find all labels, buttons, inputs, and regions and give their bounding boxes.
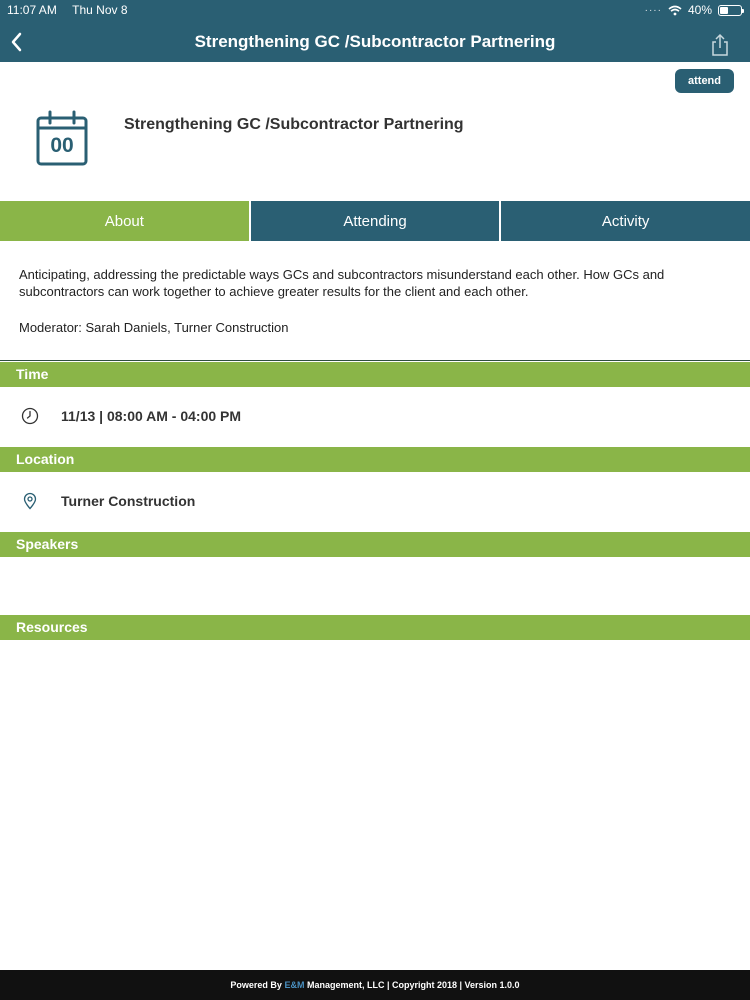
moderator-text: Moderator: Sarah Daniels, Turner Construction [19, 320, 289, 335]
status-bar-right [645, 3, 742, 17]
tab-attending[interactable]: Attending [249, 201, 500, 241]
event-description: Anticipating, addressing the predictable ways GCs and subcontractors misunderstand each other. How GCs and subcontractors can work together to achieve greater results for the client and each other. [19, 267, 665, 299]
time-value: 11/13 | 08:00 AM - 04:00 PM [61, 408, 242, 424]
status-time: 11:07 AM [7, 3, 57, 17]
share-icon[interactable] [710, 33, 730, 57]
section-header-speakers: Speakers [0, 532, 750, 557]
battery-percent: 40% [687, 3, 712, 17]
attend-button[interactable]: attend [675, 69, 734, 93]
footer-prefix: Powered By [230, 980, 285, 990]
calendar-day-text: 00 [50, 134, 74, 157]
tab-about[interactable]: About [0, 201, 249, 241]
section-header-time: Time [0, 362, 750, 387]
wifi-icon [668, 5, 682, 16]
footer-brand: E&M [284, 980, 305, 990]
battery-icon [718, 5, 742, 16]
status-bar-left [7, 3, 128, 17]
section-header-location: Location [0, 447, 750, 472]
signal-icon: ···· [644, 4, 662, 16]
top-bar [0, 0, 750, 62]
time-row [0, 402, 750, 430]
footer [0, 970, 750, 1000]
content-divider [0, 360, 750, 361]
section-header-resources: Resources [0, 615, 750, 640]
location-pin-icon [21, 492, 39, 510]
nav-title: Strengthening GC /Subcontractor Partnering [194, 32, 556, 51]
location-row [0, 487, 750, 515]
footer-suffix: Management, LLC | Copyright 2018 | Version 1.0.0 [304, 980, 520, 990]
event-title: Strengthening GC /Subcontractor Partnering [124, 116, 464, 133]
tab-bar [0, 201, 750, 241]
tab-activity[interactable]: Activity [499, 201, 750, 241]
clock-icon [21, 407, 39, 425]
status-date: Thu Nov 8 [72, 3, 128, 17]
battery-fill [720, 7, 728, 14]
location-value: Turner Construction [61, 493, 196, 509]
